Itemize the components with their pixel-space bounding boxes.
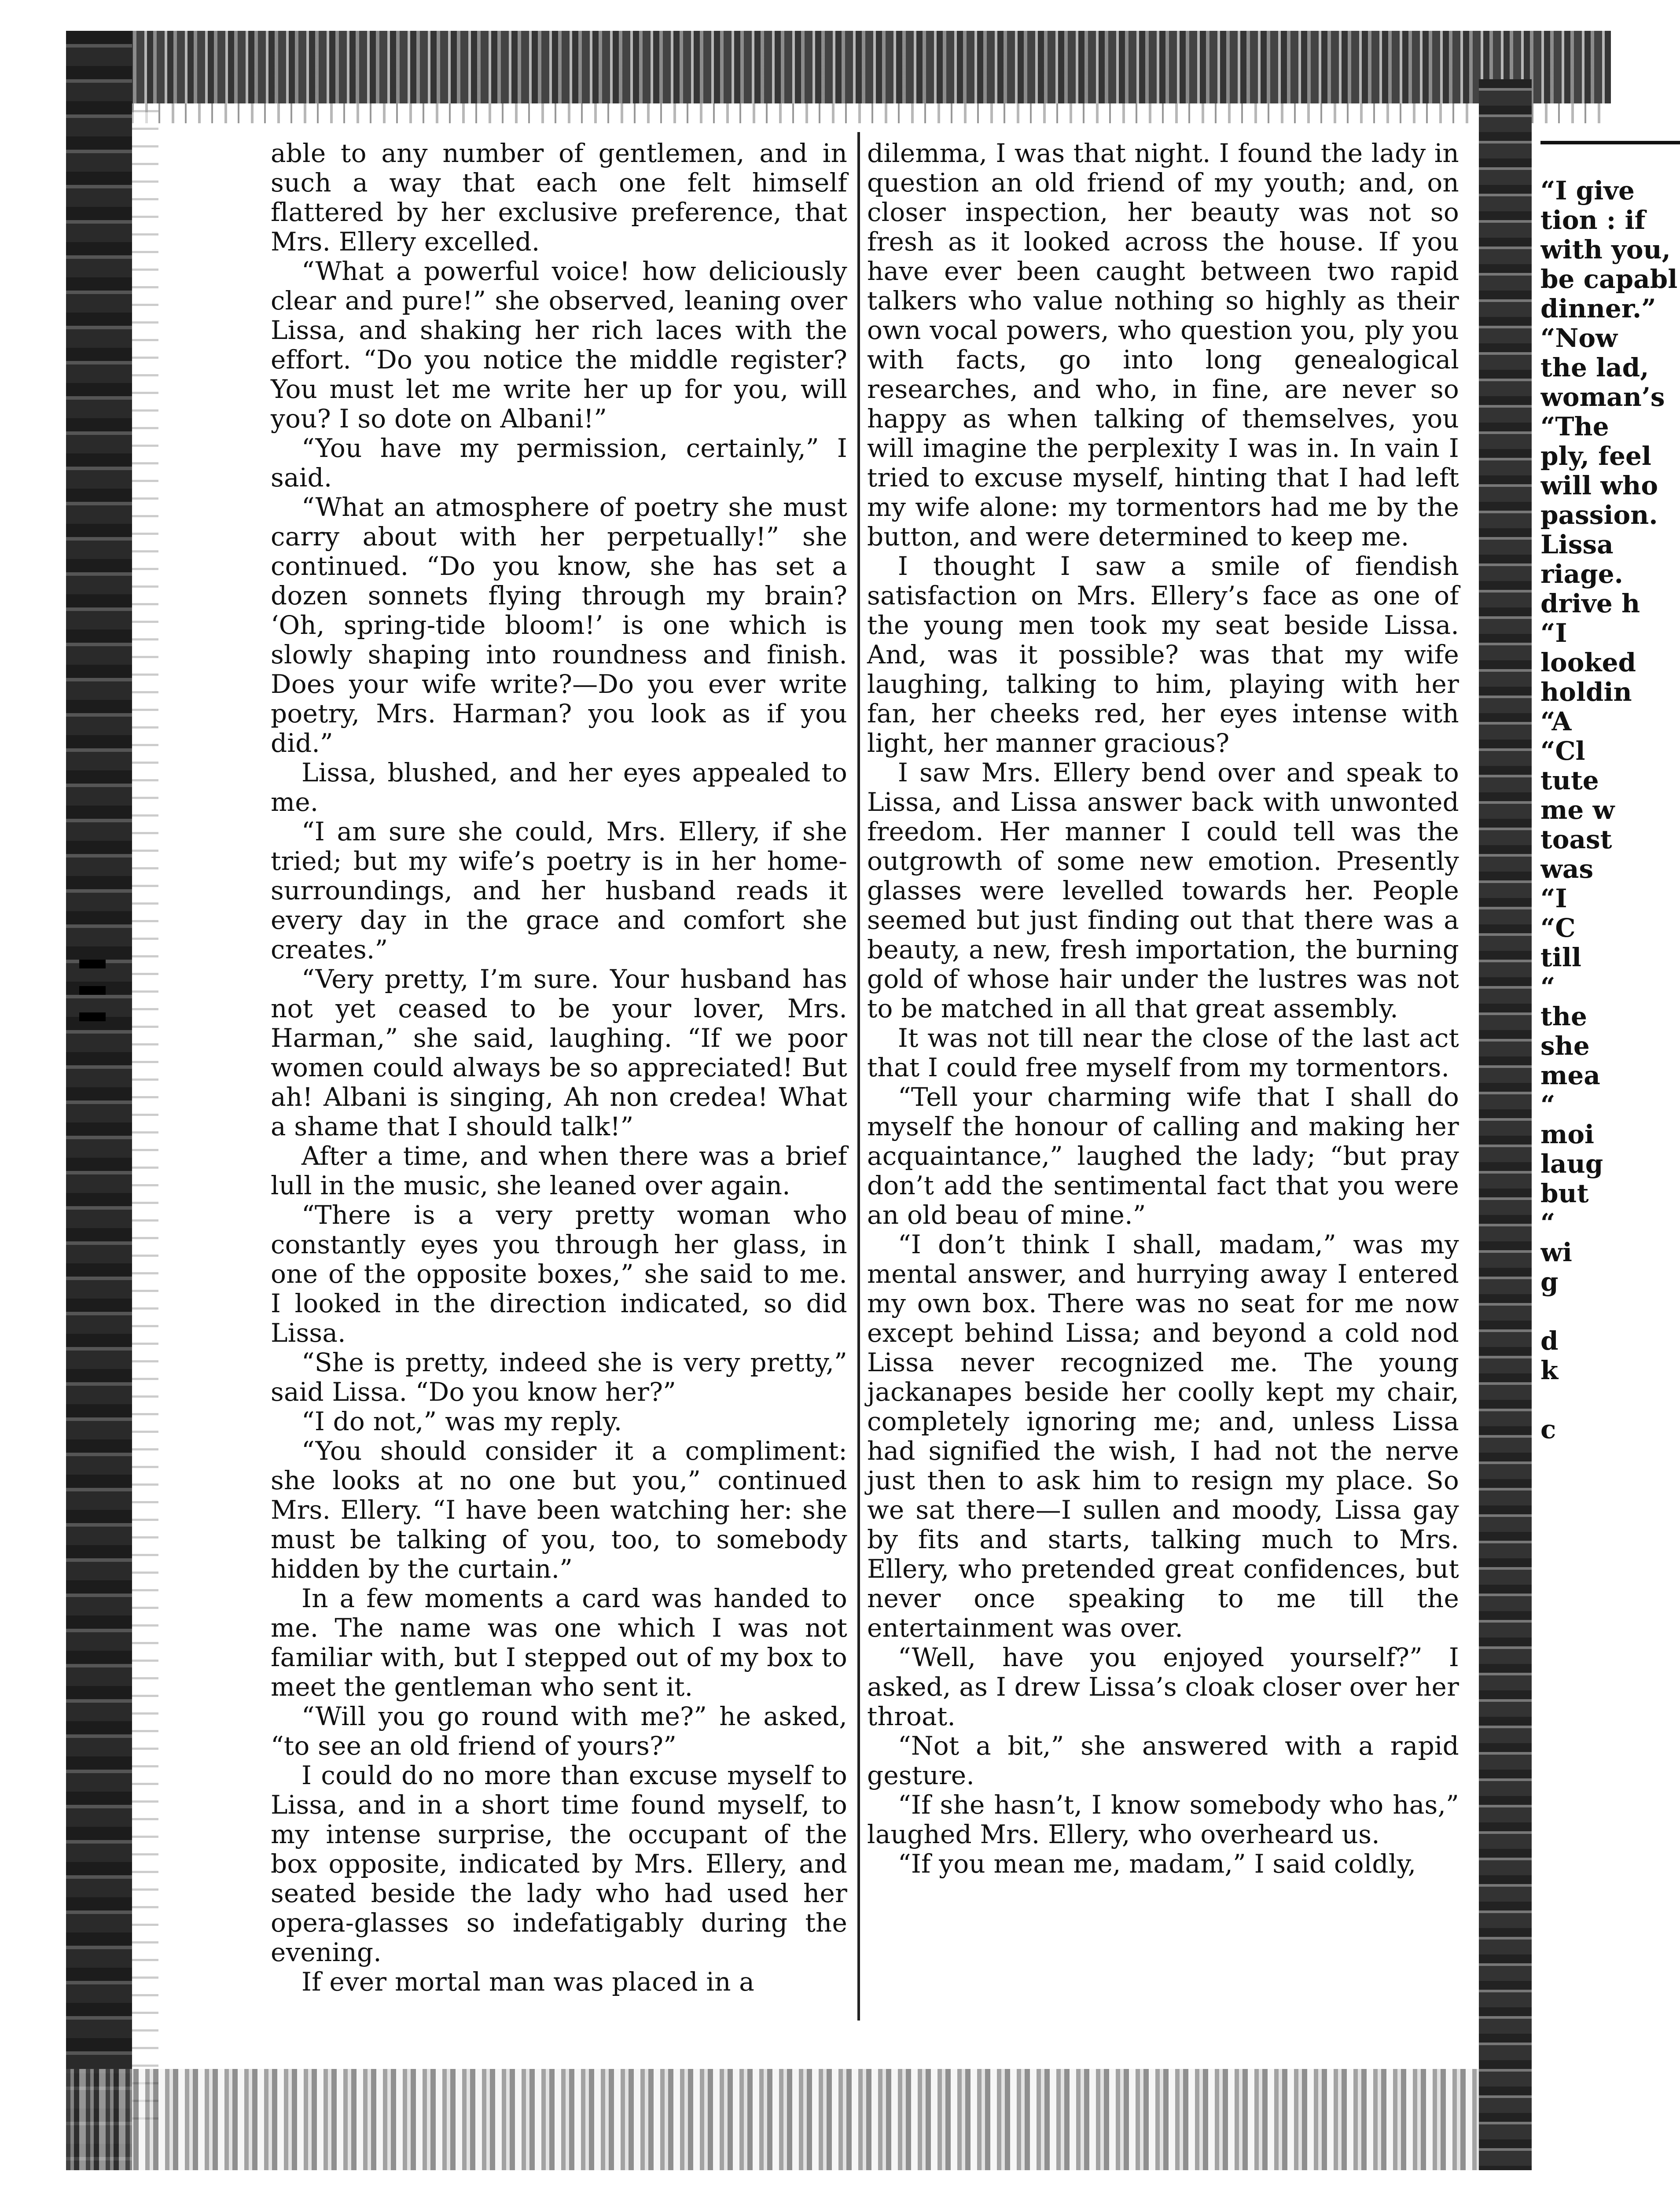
fragment-line: ply, feel (1540, 441, 1651, 471)
paragraph: It was not till near the close of the last act that I could free myself from my tormentors. (867, 1023, 1459, 1082)
fragment-line: “Cl (1540, 736, 1585, 766)
fragment-line: tion : if (1540, 205, 1646, 235)
fragment-line: holdin (1540, 677, 1632, 707)
fragment-line: woman’s (1540, 382, 1665, 412)
fragment-line: drive h (1540, 589, 1640, 618)
paragraph: “Tell your charming wife that I shall do myself the honour of calling and making her acquaintance,” laughed the lady; “but pray don’t add the sentimental fact that you were an old beau of mine.” (867, 1082, 1459, 1230)
paragraph: “You have my permission, certainly,” I said. (271, 433, 847, 493)
fragment-line: passion. (1540, 500, 1658, 530)
fragment-line: “I give (1540, 176, 1635, 206)
fragment-line: “A (1540, 707, 1572, 736)
fragment-line: “ (1540, 972, 1555, 1002)
text-column-left (271, 139, 847, 1997)
paragraph: “I do not,” was my reply. (301, 1406, 622, 1436)
fragment-line: with you, (1540, 235, 1671, 265)
paragraph: “What an atmosphere of poetry she must carry about with her perpetually!” she continued. “Do you know, she has set a dozen sonnets flying through my brain? ‘Oh, spring-tide bloom!’ is one which is slowly shaping into roundness and finish. Does your wife write?—Do you ever write poetry, Mrs. Harman? you look as if you did.” (271, 492, 847, 758)
fragment-line: “ (1540, 1090, 1555, 1120)
fragment-line: was (1540, 854, 1594, 884)
fragment-line: “I (1540, 883, 1567, 913)
paragraph: “I am sure she could, Mrs. Ellery, if she tried; but my wife’s poetry is in her home-surroundings, and her husband reads it every day in the grace and comfort she creates.” (271, 817, 847, 964)
paragraph: “What a powerful voice! how deliciously clear and pure!” she observed, leaning over Lissa, and shaking her rich laces with the effort. “Do you notice the middle register? You must let me write her up for you, will you? I so dote on Albani!” (271, 256, 847, 434)
scan-edge-bottom (66, 2069, 1532, 2170)
fragment-line: “I (1540, 618, 1567, 648)
paragraph: able to any number of gentlemen, and in such a way that each one felt himself flattered by her exclusive preference, that Mrs. Ellery excelled. (271, 138, 847, 257)
fragment-line: tute (1540, 766, 1599, 795)
paragraph: If ever mortal man was placed in a (301, 1967, 755, 1997)
fragment-line: k (1540, 1355, 1559, 1385)
fragment-line (1540, 1385, 1680, 1415)
fragment-line: “C (1540, 913, 1576, 943)
fragment-line: looked (1540, 648, 1636, 677)
fragment-line: the lad, (1540, 353, 1649, 383)
next-page-rule (1540, 141, 1680, 144)
paragraph: “I don’t think I shall, madam,” was my mental answer, and hurrying away I entered my own box. There was no seat for me now except behind Lissa; and beyond a cold nod Lissa never recognized me. The young jackanapes beside her coolly kept my chair, completely ignoring me; and, unless Lissa had signified the wish, I had not the nerve just then to ask him to resign my place. So we sat there—I sullen and moody, Lissa gay by fits and starts, talking much to Mrs. Ellery, who pretended great confidences, but never once speaking to me till the entertainment was over. (867, 1229, 1459, 1643)
margin-mark (79, 1012, 106, 1021)
fragment-line (1540, 1444, 1680, 1474)
paragraph: Lissa, blushed, and her eyes appealed to me. (271, 758, 847, 817)
fragment-line: toast (1540, 824, 1612, 854)
paragraph: “Well, have you enjoyed yourself?” I asked, as I drew Lissa’s cloak closer over her throat. (867, 1642, 1459, 1731)
fragment-line: be capabl (1540, 264, 1678, 294)
fragment-line: c (1540, 1414, 1556, 1444)
fragment-line: till (1540, 942, 1581, 972)
margin-mark (79, 986, 106, 995)
paragraph: “If she hasn’t, I know somebody who has,” laughed Mrs. Ellery, who overheard us. (867, 1790, 1459, 1849)
fragment-line: “The (1540, 412, 1609, 442)
scan-noise-left (132, 110, 158, 2135)
fragment-line: the (1540, 1001, 1587, 1031)
paragraph: “There is a very pretty woman who constantly eyes you through her glass, in one of the opposite boxes,” she said to me. I looked in the direction indicated, so did Lissa. (271, 1200, 847, 1348)
scan-gutter-right (1479, 79, 1532, 2170)
fragment-line: mea (1540, 1060, 1600, 1090)
paragraph: “She is pretty, indeed she is very pretty,” said Lissa. “Do you know her?” (271, 1347, 847, 1407)
fragment-line: wi (1540, 1237, 1572, 1267)
column-divider (857, 132, 860, 2021)
margin-mark (79, 960, 106, 968)
fragment-line (1540, 1297, 1680, 1326)
paragraph: “Will you go round with me?” he asked, “to see an old friend of yours?” (271, 1701, 847, 1761)
fragment-line: “ (1540, 1208, 1555, 1238)
scan-noise-top (66, 103, 1611, 123)
paragraph: “Very pretty, I’m sure. Your husband has not yet ceased to be your lover, Mrs. Harman,” she said, laughing. “If we poor women could always be so appreciated! But ah! Albani is singing, Ah non credea! What a shame that I should talk!” (271, 964, 847, 1141)
paragraph: “Not a bit,” she answered with a rapid gesture. (867, 1731, 1459, 1790)
fragment-line: riage. (1540, 559, 1623, 589)
fragment-line: “Now (1540, 323, 1618, 353)
paragraph: I thought I saw a smile of fiendish satisfaction on Mrs. Ellery’s face as one of the young men took my seat beside Lissa. And, was it possible? was that my wife laughing, talking to him, playing with her fan, her cheeks red, her eyes intense with light, her manner gracious? (867, 551, 1459, 758)
fragment-line: laug (1540, 1149, 1603, 1179)
fragment-line: d (1540, 1326, 1559, 1356)
text-column-right (867, 139, 1459, 1879)
paragraph: I could do no more than excuse myself to Lissa, and in a short time found myself, to my intense surprise, the occupant of the box opposite, indicated by Mrs. Ellery, and seated beside the lady who had used her opera-glasses so indefatigably during the evening. (271, 1760, 847, 1967)
paragraph: I saw Mrs. Ellery bend over and speak to Lissa, and Lissa answer back with unwonted freedom. Her manner I could tell was the outgrowth of some new emotion. Presently glasses were levelled towards her. People seemed but just finding out that there was a beauty, a new, fresh importation, the burning gold of whose hair under the lustres was not to be matched in all that great assembly. (867, 758, 1459, 1023)
paragraph: After a time, and when there was a brief lull in the music, she leaned over again. (271, 1141, 847, 1200)
fragment-line: Lissa (1540, 530, 1614, 559)
paragraph: “You should consider it a compliment: she looks at no one but you,” continued Mrs. Ellery. “I have been watching her: she must be talking of you, too, to somebody hidden by the curtain.” (271, 1436, 847, 1584)
fragment-line: g (1540, 1267, 1559, 1297)
paragraph: “If you mean me, madam,” I said coldly, (898, 1849, 1416, 1879)
fragment-line: will who (1540, 471, 1658, 501)
scan-edge-left (66, 31, 132, 2170)
fragment-line: but (1540, 1178, 1589, 1208)
paragraph: dilemma, I was that night. I found the lady in question an old friend of my youth; and, on closer inspection, her beauty was not so fresh as it looked across the house. If you have ever been caught between two rapid talkers who value nothing so highly as their own vocal powers, who question you, ply you with facts, go into long genealogical researches, and who, in fine, are never so happy as when talking of themselves, you will imagine the perplexity I was in. In vain I tried to excuse myself, hinting that I had left my wife alone: my tormentors had me by the button, and were determined to keep me. (867, 138, 1459, 552)
fragment-line: dinner.” (1540, 294, 1656, 324)
next-page-fragment (1540, 176, 1680, 1474)
paragraph: In a few moments a card was handed to me. The name was one which I was not familiar with, but I stepped out of my box to meet the gentleman who sent it. (271, 1583, 847, 1702)
fragment-line: me w (1540, 795, 1615, 825)
fragment-line: moi (1540, 1119, 1595, 1149)
fragment-line: she (1540, 1031, 1590, 1061)
scan-edge-top (66, 31, 1611, 103)
